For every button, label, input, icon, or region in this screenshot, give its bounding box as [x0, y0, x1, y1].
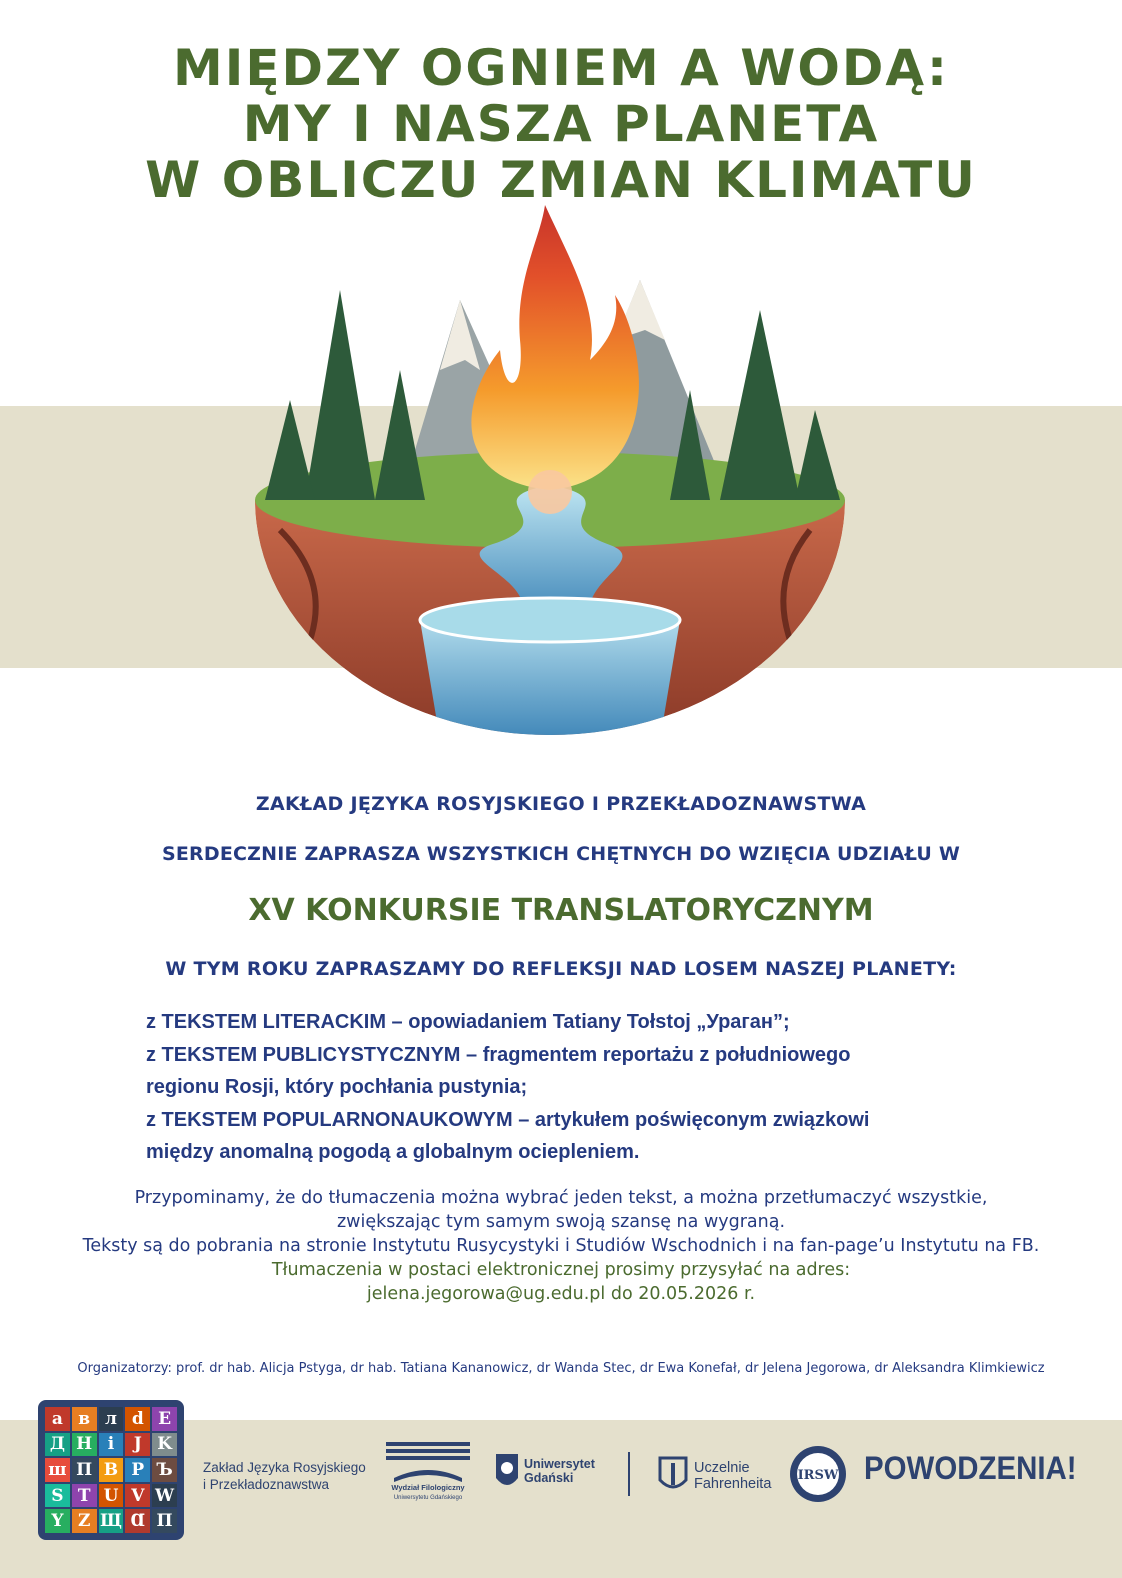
poster-title: [0, 40, 1122, 208]
title-line-2: MY I NASZA PLANETA: [242, 95, 880, 153]
faculty-logo: [384, 1440, 472, 1502]
fahrenheit-universities-logo: [656, 1450, 786, 1496]
texts-list: [146, 1006, 1026, 1169]
alphabet-tile: i: [99, 1433, 124, 1457]
text-item-literary: z TEKSTEM LITERACKIM – opowiadaniem Tatiany Tołstoj „Ураган”;: [146, 1011, 790, 1033]
title-line-1: MIĘDZY OGNIEM A WODĄ:: [172, 39, 950, 97]
alphabet-tile: Y: [45, 1509, 70, 1533]
dept-logo: [203, 1459, 366, 1493]
alphabet-tile: л: [99, 1407, 124, 1431]
ug-logo-line-1: Uniwersytet: [524, 1457, 595, 1471]
contest-name: XV KONKURSIE TRANSLATORYCZNYM: [248, 893, 874, 928]
ug-logo-line-2: Gdański: [524, 1471, 574, 1485]
info-line-2: zwiększając tym samym swoją szansę na wygraną.: [336, 1212, 786, 1232]
alphabet-tile: Р: [125, 1458, 150, 1482]
alphabet-tile: V: [125, 1484, 150, 1508]
irsw-logo-text: IRSW: [797, 1468, 839, 1483]
organizers-line: Organizatorzy: prof. dr hab. Alicja Pstyga, dr hab. Tatiana Kananowicz, dr Wanda Stec, dr Ewa Konefał, dr Jelena Jegorowa, dr Aleksandra Klimkiewicz: [77, 1361, 1045, 1376]
faculty-logo-line-2: Uniwersytetu Gdańskiego: [393, 1495, 463, 1501]
alphabet-tile: в: [72, 1407, 97, 1431]
text-item-publicistic: z TEKSTEM PUBLICYSTYCZNYM – fragmentem reportażu z południowego: [146, 1043, 851, 1066]
alphabet-tile: Ɑ: [125, 1509, 150, 1533]
alphabet-tile: Д: [45, 1433, 70, 1457]
alphabet-tile: K: [152, 1433, 177, 1457]
alphabet-tile: W: [152, 1484, 177, 1508]
title-line-3: W OBLICZU ZMIAN KLIMATU: [145, 151, 977, 209]
text-item-popular-science-cont: między anomalną pogodą a globalnym ociepleniem.: [146, 1141, 640, 1163]
alphabet-tile: П: [72, 1458, 97, 1482]
info-line-3: Teksty są do pobrania na stronie Instytutu Rusycystyki i Studiów Wschodnich i na fan-page’u Instytutu na FB.: [82, 1236, 1040, 1256]
alphabet-tile: U: [99, 1484, 124, 1508]
alphabet-tile: Z: [72, 1509, 97, 1533]
department-name: ZAKŁAD JĘZYKA ROSYJSKIEGO I PRZEKŁADOZNAWSTWA: [255, 793, 867, 815]
alphabet-tile: В: [99, 1458, 124, 1482]
alphabet-tile: d: [125, 1407, 150, 1431]
text-item-publicistic-cont: regionu Rosji, który pochłania pustynia;: [146, 1076, 528, 1098]
dept-logo-line-2: i Przekładoznawstwa: [203, 1477, 330, 1492]
alphabet-tile: ш: [45, 1458, 70, 1482]
alphabet-logo: [38, 1400, 184, 1540]
fire-water-planet-illustration: [250, 200, 850, 740]
alphabet-tile: J: [125, 1433, 150, 1457]
uf-logo-line-2: Fahrenheita: [694, 1476, 772, 1492]
good-luck-text: POWODZENIA!: [864, 1450, 1077, 1486]
text-item-popular-science: z TEKSTEM POPULARNONAUKOWYM – artykułem poświęconym związkowi: [146, 1108, 870, 1131]
info-block: [0, 1186, 1122, 1306]
alphabet-tile: T: [72, 1484, 97, 1508]
alphabet-tile: П: [152, 1509, 177, 1533]
university-gdansk-logo: [492, 1448, 612, 1494]
alphabet-tile: S: [45, 1484, 70, 1508]
alphabet-tile: Ъ: [152, 1458, 177, 1482]
submission-email-deadline: jelena.jegorowa@ug.edu.pl do 20.05.2026 r.: [366, 1284, 756, 1304]
invitation-line: SERDECZNIE ZAPRASZA WSZYSTKICH CHĘTNYCH DO WZIĘCIA UDZIAŁU W: [161, 843, 961, 865]
info-line-4: Tłumaczenia w postaci elektronicznej prosimy przysyłać na adres:: [271, 1260, 851, 1280]
irsw-logo: [788, 1444, 848, 1504]
faculty-logo-line-1: Wydział Filologiczny: [391, 1483, 465, 1492]
dept-logo-line-1: Zakład Języka Rosyjskiego: [203, 1460, 366, 1475]
uf-logo-line-1: Uczelnie: [694, 1460, 750, 1476]
alphabet-tile: Щ: [100, 1511, 122, 1532]
theme-line: W TYM ROKU ZAPRASZAMY DO REFLEKSJI NAD LOSEM NASZEJ PLANETY:: [165, 958, 957, 980]
alphabet-tile: H: [72, 1433, 97, 1457]
alphabet-tile: а: [45, 1407, 70, 1431]
info-line-1: Przypominamy, że do tłumaczenia można wybrać jeden tekst, a można przetłumaczyć wszystkie,: [134, 1188, 988, 1208]
logo-divider: [628, 1452, 630, 1496]
alphabet-tile: Е: [152, 1407, 177, 1431]
